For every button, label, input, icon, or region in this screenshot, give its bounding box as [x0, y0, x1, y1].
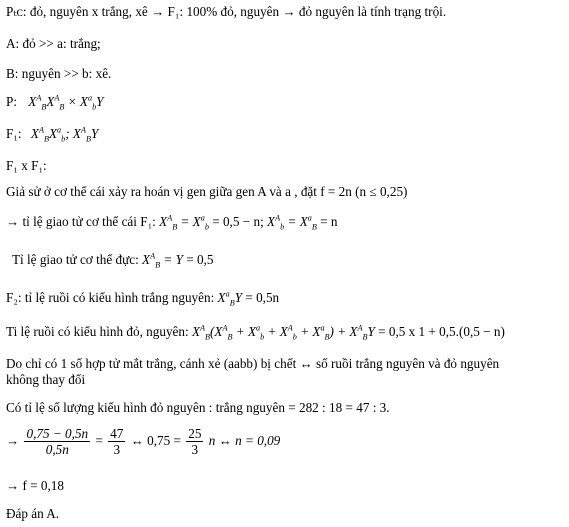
- line-gene-b: B: nguyên >> b: xê.: [6, 66, 112, 81]
- line-gene-a: A: đỏ >> a: trắng;: [6, 36, 101, 51]
- p-cross-formula: $X^A_BX^A_B \times X^a_bY$: [28, 93, 104, 112]
- f2-white-eq: = 0,5n: [245, 290, 280, 305]
- red-ratio-label: Ti lệ ruồi có kiểu hình đỏ, nguyên:: [6, 324, 189, 339]
- fraction-25-3-numerator: 25: [188, 426, 202, 442]
- f1-formula: $X^A_BX^a_b$; $X^A_BY$: [30, 125, 99, 144]
- line-f2-white: [6, 290, 279, 306]
- fraction-left-denominator: 0,5n: [45, 442, 69, 458]
- line-answer: Đáp án A.: [6, 506, 60, 521]
- fraction-left: [24, 426, 90, 457]
- line-male-gametes: [12, 252, 213, 268]
- line-f1xf1: F₁ x F₁:: [6, 158, 47, 173]
- f2-white-label: F₂: tỉ lệ ruồi có kiểu hình trắng nguyên:: [6, 290, 215, 305]
- line-f1: [6, 126, 98, 142]
- red-ratio-formula: $X^A_B(X^A_B + X^a_b + X^A_b + X^a_B) + X^A_BY$: [191, 323, 375, 342]
- fraction-25-3: [186, 426, 203, 457]
- fraction-47-3-numerator: 47: [110, 426, 124, 442]
- equals-sign: =: [95, 433, 103, 448]
- f2-white-formula: $X^a_BY$: [217, 289, 243, 308]
- red-ratio-eq: = 0,5 x 1 + 0,5.(0,5 − n): [378, 324, 505, 339]
- line-explanation-2: không thay đổi: [6, 372, 86, 387]
- male-gametes-formula: $X^A_B = Y$: [142, 251, 183, 270]
- line-ptc: Pₜᴄ: đỏ, nguyên x trắng, xê → F₁: 100% đỏ, nguyên → đỏ nguyên là tính trạng trội.: [6, 4, 447, 19]
- line-red-ratio: [6, 324, 505, 340]
- equation-middle: ↔ 0,75 =: [130, 433, 181, 448]
- female-gametes-formula: $X^A_B = X^a_b$: [159, 213, 209, 232]
- female-gametes-eq1: = 0,5 − n;: [212, 214, 264, 229]
- line-f-result: → f = 0,18: [6, 478, 64, 493]
- line-female-gametes: [6, 214, 337, 230]
- line-count-ratio: Có tỉ lệ số lượng kiểu hình đỏ nguyên : trắng nguyên = 282 : 18 = 47 : 3.: [6, 400, 390, 415]
- female-gametes-label: → tỉ lệ giao tử cơ thể cái F₁:: [6, 214, 156, 229]
- fraction-left-numerator: 0,75 − 0,5n: [26, 426, 89, 442]
- arrow-symbol: →: [6, 433, 20, 448]
- male-gametes-eq: = 0,5: [186, 252, 214, 267]
- fraction-47-3: [108, 426, 125, 457]
- f1-label: F₁:: [6, 126, 22, 141]
- line-assumption: Giả sử ở cơ thể cái xảy ra hoán vị gen giữa gen A và a , đặt f = 2n (n ≤ 0,25): [6, 184, 408, 199]
- fraction-47-3-denominator: 3: [113, 442, 121, 458]
- female-gametes-eq2: = n: [320, 214, 338, 229]
- line-explanation-1: Do chỉ có 1 số hợp tử mắt trắng, cánh xẻ (aabb) bị chết ↔ số ruồi trắng nguyên và đỏ nguyên: [6, 356, 500, 371]
- fraction-25-3-denominator: 3: [191, 442, 199, 458]
- equation-tail: n ↔ n = 0,09: [208, 433, 281, 448]
- male-gametes-label: Tỉ lệ giao tử cơ thể đực:: [12, 252, 139, 267]
- line-p-cross: [6, 94, 104, 110]
- p-label: P:: [6, 94, 17, 109]
- line-equation: [6, 424, 280, 458]
- female-gametes-formula2: $X^A_b = X^a_B$: [267, 213, 317, 232]
